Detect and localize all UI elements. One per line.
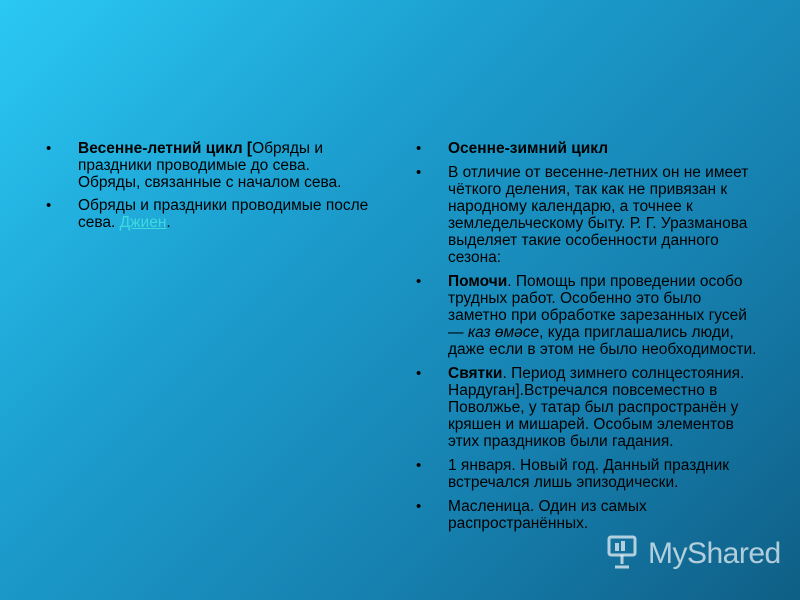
item-text-after: , куда приглашались люди, даже если в этом не было необходимости.	[448, 324, 757, 358]
item-heading: Весенне-летний цикл [	[78, 140, 253, 157]
left-column	[44, 140, 374, 237]
presentation-screen-icon	[606, 534, 640, 575]
item-text: . Период зимнего солнцестояния. Нардуган].Встречался повсеместно в Поволжье, у татар был распространён у кряшен и мишарей. Особым элементов этих праздников были гадания.	[448, 365, 745, 450]
item-text: В отличие от весенне-летних он не имеет чёткого деления, так как не привязан к народному календарю, а точнее к земледельческому быту. Р. Г. Уразманова выделяет такие особенности данного сезона:	[448, 164, 749, 266]
item-text: . Помощь при проведении особо трудных работ. Особенно это было заметно при обработке зарезанных гусей —	[448, 273, 747, 341]
bullet-icon: •	[416, 365, 422, 382]
item-text: 1 января. Новый год. Данный праздник встречался лишь эпизодически.	[448, 457, 730, 491]
item-heading: Осенне-зимний цикл	[448, 140, 609, 157]
item-text: Масленица. Один из самых распространённых.	[448, 498, 647, 532]
dzhien-link[interactable]: Джиен	[119, 214, 167, 231]
bullet-icon: •	[46, 140, 52, 157]
item-heading: Святки	[448, 365, 503, 382]
list-item	[44, 197, 374, 231]
item-heading: Помочи	[448, 273, 508, 290]
list-item	[414, 140, 759, 157]
bullet-icon: •	[416, 498, 422, 515]
item-text: Обряды и праздники проводимые до сева. Обряды, связанные с началом сева.	[78, 140, 342, 191]
bullet-icon: •	[416, 164, 422, 181]
right-column	[414, 140, 759, 539]
list-item	[44, 140, 374, 191]
list-item	[414, 498, 759, 532]
list-item	[414, 164, 759, 266]
bullet-icon: •	[416, 457, 422, 474]
item-text: Обряды и праздники проводимые после сева.	[78, 197, 369, 231]
bullet-icon: •	[416, 273, 422, 290]
right-bullet-list	[414, 140, 759, 532]
item-text-after: .	[166, 214, 171, 231]
list-item	[414, 365, 759, 450]
watermark-text: MyShared	[648, 537, 781, 570]
list-item	[414, 273, 759, 358]
left-bullet-list	[44, 140, 374, 231]
bullet-icon: •	[416, 140, 422, 157]
myshared-watermark	[606, 534, 781, 574]
bullet-icon: •	[46, 197, 52, 214]
list-item	[414, 457, 759, 491]
item-italic: каз өмәсе	[467, 324, 540, 341]
